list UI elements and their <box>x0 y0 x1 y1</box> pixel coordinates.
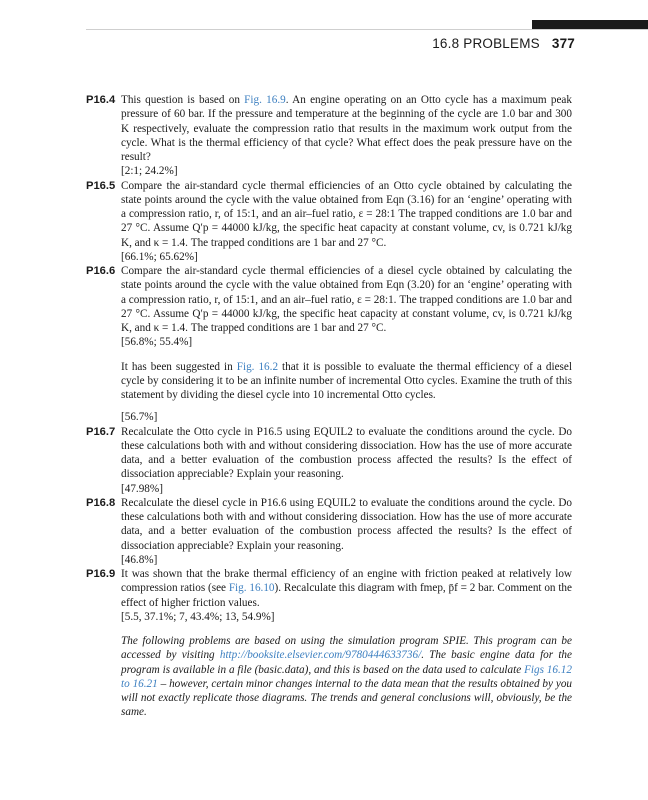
spacer <box>86 350 572 360</box>
section-title: 16.8 PROBLEMS <box>432 36 540 51</box>
problem-p16-8 <box>86 496 572 567</box>
figure-link[interactable]: Figs 16.12 to 16.21 <box>121 663 572 690</box>
text-segment: Recalculate the diesel cycle in P16.6 using EQUIL2 to evaluate the conditions around the cycle. Do these calculations both with and without considering dissociation. How has the use of more accurate data, and a better evaluation of the combustion process affected the results? Is the effect of dissociation appreciable? Explain your reasoning. <box>121 496 572 552</box>
problem-text <box>121 496 572 567</box>
problem-p16-5 <box>86 179 572 265</box>
problem-answer: [2:1; 24.2%] <box>121 165 178 178</box>
text-segment: This question is based on <box>121 94 245 106</box>
problem-p16-6 <box>86 264 572 350</box>
closing-note <box>86 634 572 720</box>
problem-answer: [46.8%] <box>121 553 158 566</box>
text-segment: Compare the air-standard cycle thermal efficiencies of a diesel cycle obtained by calculating the state points around the cycle with the value obtained from Eqn (3.20) for an ‘engine’ operating with a compression ratio, r, of 15:1, and an air–fuel ratio, ε = 28:1. The trapped conditions are 1.0 bar and 27 °C. Assume Q′p = 44000 kJ/kg, the specific heat capacity at constant volume, cv, is 0.721 kJ/kg K, and κ = 1.4. The trapped conditions are 1 bar and 27 °C. <box>121 265 572 334</box>
text-segment: . The basic engine data for the program is available in a file (basic.data), and this is based on the data used to calculate <box>121 649 572 676</box>
header-bar <box>532 20 648 29</box>
text-segment: ). Recalculate this diagram with fmep, p̄f = 2 bar. Comment on the effect of higher friction values. <box>121 582 572 609</box>
problem-answer: [47.98%] <box>121 482 163 495</box>
booksite-url-link[interactable]: http://booksite.elsevier.com/9780444633736/ <box>219 649 422 662</box>
problem-number: P16.8 <box>86 496 116 509</box>
header-rule <box>86 29 648 30</box>
problem-text <box>121 93 572 179</box>
text-segment: that it is possible to evaluate the thermal efficiency of a diesel cycle by considering it to be an infinite number of incremental Otto cycles. Examine the truth of this statement by dividing the diesel cycle into 10 incremental Otto cycles. <box>121 360 572 401</box>
text-segment: . An engine operating on an Otto cycle has a maximum peak pressure of 60 bar. If the pressure and temperature at the beginning of the cycle are 1.0 bar and 300 K respectively, evaluate the compression ratio that results in the maximum work output from the cycle. What is the thermal efficiency of that cycle? What effect does the peak pressure have on the result? <box>121 94 572 163</box>
problem-number: P16.5 <box>86 179 116 192</box>
problem-number: P16.6 <box>86 265 116 277</box>
problem-p16-6-followup <box>86 360 572 403</box>
spacer <box>86 624 572 634</box>
problem-text <box>121 567 572 624</box>
spacer <box>86 402 572 410</box>
problem-p16-4 <box>86 93 572 179</box>
problem-p16-7 <box>86 425 572 496</box>
problem-number: P16.9 <box>86 568 116 580</box>
text-segment: – however, certain minor changes internal to the data mean that the results obtained by you will not exactly replicate those diagrams. The trends and general conclusions will, obviously, be the same. <box>121 677 573 719</box>
page-body <box>86 93 572 720</box>
text-segment: Compare the air-standard cycle thermal efficiencies of an Otto cycle obtained by calculating the state points around the cycle with the value obtained from Eqn (3.16) for an ‘engine’ operating with a compression ratio, r, of 15:1, and an air–fuel ratio, ε = 28:1 The trapped conditions are 1.0 bar and 27 °C. Assume Q′p = 44000 kJ/kg, the specific heat capacity at constant volume, cv, is 0.721 kJ/kg K, and κ = 1.4. The trapped conditions are 1 bar and 27 °C. <box>121 179 572 249</box>
problem-text <box>121 179 572 265</box>
problem-text <box>121 264 572 350</box>
problem-p16-6-followup-answer: [56.7%] <box>121 411 158 424</box>
text-segment: Recalculate the Otto cycle in P16.5 using EQUIL2 to evaluate the conditions around the cycle. Do these calculations both with and without considering dissociation. How has the use of more accurate data, and a better evaluation of the combustion process affected the results? Is the effect of dissociation appreciable? Explain your reasoning. <box>121 425 572 481</box>
page-number: 377 <box>551 36 575 51</box>
problem-answer: [5.5, 37.1%; 7, 43.4%; 13, 54.9%] <box>121 610 275 623</box>
problem-answer: [56.8%; 55.4%] <box>121 336 193 349</box>
problem-answer: [66.1%; 65.62%] <box>121 250 198 263</box>
figure-link[interactable]: Fig. 16.9 <box>244 94 286 106</box>
problem-text <box>121 425 572 496</box>
text-segment: It was shown that the brake thermal efficiency of an engine with friction peaked at relatively low compression ratios (see <box>121 568 572 595</box>
problem-number: P16.4 <box>86 94 116 106</box>
figure-link[interactable]: Fig. 16.10 <box>228 582 275 595</box>
figure-link[interactable]: Fig. 16.2 <box>236 360 279 373</box>
text-segment: The following problems are based on using the simulation program SPIE. This program can be accessed by visiting <box>121 635 572 662</box>
problem-number: P16.7 <box>86 425 116 438</box>
running-head <box>0 36 575 51</box>
text-segment: It has been suggested in <box>121 360 237 373</box>
problem-p16-9 <box>86 567 572 624</box>
